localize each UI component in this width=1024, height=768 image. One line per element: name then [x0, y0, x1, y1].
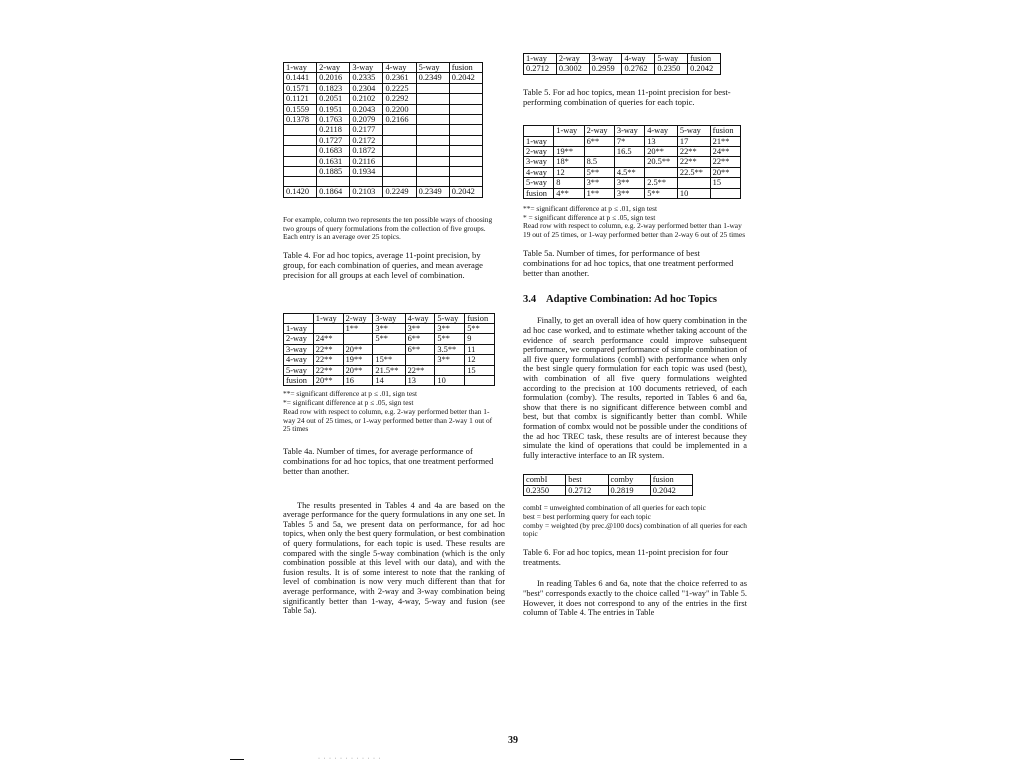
- table-cell: fusion: [284, 376, 314, 386]
- section-heading: [523, 294, 747, 306]
- table-4a-caption: Table 4a. Number of times, for average performance of combinations for ad hoc topics, that one treatment performed better than another.: [283, 445, 494, 477]
- table-cell: 21**: [710, 136, 740, 146]
- table-cell: [449, 177, 482, 187]
- table-cell: [350, 177, 383, 187]
- column-header: 4-way: [622, 54, 655, 64]
- table-cell: 15: [465, 365, 495, 375]
- table-row: [284, 187, 483, 197]
- table-row: [524, 147, 741, 157]
- table-cell: 0.1683: [317, 146, 350, 156]
- table-cell: 15: [710, 178, 740, 188]
- table-cell: 5-way: [284, 365, 314, 375]
- table-cell: [416, 83, 449, 93]
- table-5-caption: Table 5. For ad hoc topics, mean 11-point precision for best-performing combination of queries for each topic.: [523, 86, 731, 108]
- table-cell: 0.1378: [284, 115, 317, 125]
- table-row: [524, 157, 741, 167]
- table-cell: 22**: [313, 344, 343, 354]
- table-4-note: For example, column two represents the ten possible ways of choosing two groups of query formulations from the collection of five groups. Each entry is an average over 25 topics.: [283, 214, 493, 242]
- table-row: [524, 136, 741, 146]
- table-cell: 24**: [313, 334, 343, 344]
- table-cell: [554, 136, 584, 146]
- table-cell: 1-way: [284, 324, 314, 334]
- table-cell: 4.5**: [614, 167, 644, 177]
- table-cell: 0.2712: [524, 64, 557, 74]
- table-cell: 2.5**: [645, 178, 678, 188]
- column-header: 1-way: [313, 313, 343, 323]
- table-row: [284, 324, 495, 334]
- table-cell: 5**: [465, 324, 495, 334]
- table-6-caption: Table 6. For ad hoc topics, mean 11-point precision for four treatments.: [523, 547, 729, 568]
- table-cell: 22**: [313, 365, 343, 375]
- table-header-row: [524, 54, 721, 64]
- table-cell: 1**: [343, 324, 373, 334]
- table-cell: [416, 167, 449, 177]
- table-cell: 0.1885: [317, 167, 350, 177]
- column-header: combI: [524, 475, 566, 485]
- table-cell: 0.2349: [416, 187, 449, 197]
- table-cell: 0.2016: [317, 73, 350, 83]
- table-cell: 0.2043: [350, 104, 383, 114]
- table-cell: 0.2042: [449, 187, 482, 197]
- table-cell: [435, 365, 465, 375]
- table-5: [523, 53, 721, 75]
- table-cell: 6**: [405, 344, 435, 354]
- table-cell: [416, 177, 449, 187]
- table-cell: 0.2712: [566, 485, 608, 495]
- table-cell: 0.2102: [350, 94, 383, 104]
- table-cell: [284, 167, 317, 177]
- column-header: 5-way: [435, 313, 465, 323]
- table-cell: 1**: [584, 188, 614, 198]
- table-cell: 15**: [373, 355, 405, 365]
- table-cell: 19**: [343, 355, 373, 365]
- table-cell: 20**: [313, 376, 343, 386]
- column-header: comby: [608, 475, 650, 485]
- table-row: [284, 376, 495, 386]
- table-6-note-2: best = best performing query for each topic: [523, 511, 651, 521]
- table-cell: [449, 156, 482, 166]
- column-header: 2-way: [343, 313, 373, 323]
- table-cell: 0.2103: [350, 187, 383, 197]
- table-row: [284, 125, 483, 135]
- table-4: [283, 62, 483, 198]
- table-cell: 3**: [584, 178, 614, 188]
- table-row: [524, 485, 693, 495]
- table-cell: 0.2959: [589, 64, 622, 74]
- table-cell: [584, 147, 614, 157]
- table-cell: 2-way: [284, 334, 314, 344]
- table-cell: [614, 157, 644, 167]
- table-6-note-3: comby = weighted (by prec.@100 docs) combination of all queries for each topic: [523, 520, 747, 539]
- table-cell: 16: [343, 376, 373, 386]
- table-cell: 4-way: [284, 355, 314, 365]
- table-cell: 0.2172: [350, 135, 383, 145]
- table-6-note-1: combI = unweighted combination of all queries for each topic: [523, 503, 706, 513]
- table-cell: [383, 156, 416, 166]
- table-cell: 5**: [645, 188, 678, 198]
- table-5a-note-1: **= significant difference at p ≤ .01, sign test: [523, 204, 658, 214]
- table-cell: [317, 177, 350, 187]
- section-paragraph: Finally, to get an overall idea of how query combination in the ad hoc case worked, and to estimate whether taking account of the evidence of search performance could improve subsequent performance, we compared performance of simple combination of all five query formulations (combI) with performance when only the best single query formulation for each topic was used (best), with combination of all five query formulations weighted according to the precision at 100 documents retrieved, of each formulation (comby). The results, reported in Tables 6 and 6a, show that there is no significant difference between combI and best, but that combx is significantly better than combI. While formation of combx would not be possible under the conditions of the ad hoc TREC task, these results are of interest because they simulate the kind of operations that could be implemented in a fully interactive interface to an IR system.: [523, 316, 747, 460]
- table-cell: [449, 115, 482, 125]
- table-row: [284, 334, 495, 344]
- table-row: [284, 177, 483, 187]
- table-cell: 0.1823: [317, 83, 350, 93]
- table-row: [524, 167, 741, 177]
- table-cell: [449, 135, 482, 145]
- column-header: 1-way: [284, 63, 317, 73]
- table-cell: fusion: [524, 188, 554, 198]
- column-header: fusion: [688, 54, 721, 64]
- column-header: 5-way: [655, 54, 688, 64]
- column-header: 3-way: [373, 313, 405, 323]
- table-cell: 0.2335: [350, 73, 383, 83]
- table-cell: [449, 94, 482, 104]
- table-cell: 3**: [614, 188, 644, 198]
- table-header-row: [524, 475, 693, 485]
- table-cell: 5**: [373, 334, 405, 344]
- column-header: fusion: [650, 475, 692, 485]
- table-cell: 13: [405, 376, 435, 386]
- table-cell: [383, 135, 416, 145]
- table-6: [523, 474, 693, 496]
- table-4a-note-2: *= significant difference at p ≤ .05, sign test: [283, 398, 414, 408]
- table-cell: 20.5**: [645, 157, 678, 167]
- table-cell: 20**: [343, 365, 373, 375]
- column-header: 2-way: [317, 63, 350, 73]
- section-title: Adaptive Combination: Ad hoc Topics: [546, 294, 718, 306]
- left-column: [283, 62, 513, 616]
- table-row: [284, 115, 483, 125]
- table-row: [284, 156, 483, 166]
- table-cell: [710, 188, 740, 198]
- table-cell: 13: [645, 136, 678, 146]
- table-5a-note-3: Read row with respect to column, e.g. 2-way performed better than 1-way 19 out of 25 times, or 1-way performed better than 2-way 6 out of 25 times: [523, 221, 746, 240]
- table-cell: 0.1559: [284, 104, 317, 114]
- table-cell: 0.2200: [383, 104, 416, 114]
- table-cell: 0.1951: [317, 104, 350, 114]
- table-cell: 21.5**: [373, 365, 405, 375]
- table-cell: 22**: [405, 365, 435, 375]
- column-header: [284, 313, 314, 323]
- table-cell: [645, 167, 678, 177]
- table-cell: 20**: [343, 344, 373, 354]
- table-cell: 3-way: [284, 344, 314, 354]
- table-cell: 0.3002: [556, 64, 589, 74]
- table-cell: 0.2042: [688, 64, 721, 74]
- table-cell: 0.2051: [317, 94, 350, 104]
- table-row: [524, 64, 721, 74]
- table-cell: [449, 83, 482, 93]
- table-cell: 0.1934: [350, 167, 383, 177]
- table-row: [284, 94, 483, 104]
- right-column: [523, 53, 749, 618]
- table-cell: [416, 115, 449, 125]
- table-5a-notes: [523, 205, 747, 240]
- table-4a-note-3: Read row with respect to column, e.g. 2-way performed better than 1-way 24 out of 25 times, or 1-way performed better than 2-way 1 out of 25 times: [283, 406, 493, 434]
- table-cell: [284, 125, 317, 135]
- table-cell: 4**: [554, 188, 584, 198]
- table-cell: 7*: [614, 136, 644, 146]
- table-cell: [416, 94, 449, 104]
- table-cell: 3**: [405, 324, 435, 334]
- table-cell: 3**: [435, 324, 465, 334]
- table-cell: 3**: [614, 178, 644, 188]
- table-row: [284, 167, 483, 177]
- column-header: fusion: [710, 126, 740, 136]
- table-cell: [677, 178, 710, 188]
- table-cell: [465, 376, 495, 386]
- table-cell: 8: [554, 178, 584, 188]
- table-cell: 0.1864: [317, 187, 350, 197]
- table-4a: [283, 313, 495, 387]
- table-cell: 10: [677, 188, 710, 198]
- table-cell: 0.2819: [608, 485, 650, 495]
- table-cell: 0.2249: [383, 187, 416, 197]
- table-cell: 22**: [677, 147, 710, 157]
- table-cell: [416, 156, 449, 166]
- table-row: [284, 104, 483, 114]
- footer-rule: [230, 759, 244, 760]
- table-cell: 14: [373, 376, 405, 386]
- table-cell: 0.1571: [284, 83, 317, 93]
- table-row: [284, 146, 483, 156]
- table-row: [284, 365, 495, 375]
- table-row: [284, 73, 483, 83]
- table-cell: 0.1121: [284, 94, 317, 104]
- table-cell: 0.1631: [317, 156, 350, 166]
- table-cell: 20**: [710, 167, 740, 177]
- column-header: 4-way: [645, 126, 678, 136]
- table-cell: 0.2292: [383, 94, 416, 104]
- column-header: fusion: [449, 63, 482, 73]
- table-cell: 20**: [645, 147, 678, 157]
- table-cell: [416, 135, 449, 145]
- table-row: [284, 83, 483, 93]
- table-cell: 0.2166: [383, 115, 416, 125]
- column-header: 1-way: [554, 126, 584, 136]
- table-row: [524, 178, 741, 188]
- table-cell: 3.5**: [435, 344, 465, 354]
- table-row: [524, 188, 741, 198]
- table-cell: 4-way: [524, 167, 554, 177]
- table-cell: 0.2349: [416, 73, 449, 83]
- table-cell: 0.2079: [350, 115, 383, 125]
- table-cell: 22**: [677, 157, 710, 167]
- table-cell: 0.2361: [383, 73, 416, 83]
- table-cell: [284, 177, 317, 187]
- section-number: 3.4: [523, 294, 537, 306]
- table-cell: 3-way: [524, 157, 554, 167]
- table-cell: 11: [465, 344, 495, 354]
- column-header: 5-way: [677, 126, 710, 136]
- table-cell: 0.2042: [650, 485, 692, 495]
- table-cell: 0.1763: [317, 115, 350, 125]
- table-cell: 17: [677, 136, 710, 146]
- column-header: 5-way: [416, 63, 449, 73]
- column-header: fusion: [465, 313, 495, 323]
- table-cell: 24**: [710, 147, 740, 157]
- table-cell: 2-way: [524, 147, 554, 157]
- table-cell: [284, 156, 317, 166]
- table-cell: [416, 104, 449, 114]
- footer-dots: · · · · · · · · · · · ·: [318, 756, 382, 762]
- table-cell: [284, 146, 317, 156]
- table-5a-note-2: * = significant difference at p ≤ .05, sign test: [523, 212, 656, 222]
- table-cell: 0.2116: [350, 156, 383, 166]
- table-header-row: [284, 63, 483, 73]
- table-cell: [284, 135, 317, 145]
- column-header: best: [566, 475, 608, 485]
- table-row: [284, 355, 495, 365]
- table-cell: 0.1727: [317, 135, 350, 145]
- column-header: 2-way: [584, 126, 614, 136]
- column-header: 3-way: [589, 54, 622, 64]
- table-cell: 22**: [710, 157, 740, 167]
- table-cell: 22.5**: [677, 167, 710, 177]
- table-cell: 0.2350: [655, 64, 688, 74]
- page-number: 39: [508, 735, 518, 746]
- table-cell: 8.5: [584, 157, 614, 167]
- table-cell: [416, 146, 449, 156]
- table-cell: 1-way: [524, 136, 554, 146]
- table-cell: 0.2118: [317, 125, 350, 135]
- left-body-paragraph: The results presented in Tables 4 and 4a are based on the average performance for the query formulations in any one set. In Tables 5 and 5a, we present data on performance, for ad hoc topics, when only the best query formulation, or best combination of query formulations, for each topic is used. These results are compared with the single 5-way combination (which is the only combination possible at this level with our data), and with the fusion results. It is of some interest to note that the ranking of level of combination is now very much different than that for average performance, with 2-way and 3-way combination being significantly better than 1-way, 4-way, 5-way and fusion (see Table 5a).: [283, 500, 505, 616]
- column-header: 2-way: [556, 54, 589, 64]
- table-cell: [416, 125, 449, 135]
- table-cell: 0.1441: [284, 73, 317, 83]
- table-cell: [383, 146, 416, 156]
- table-cell: 22**: [313, 355, 343, 365]
- table-cell: [383, 167, 416, 177]
- table-cell: 0.1420: [284, 187, 317, 197]
- table-cell: 16.5: [614, 147, 644, 157]
- column-header: 4-way: [383, 63, 416, 73]
- table-cell: [405, 355, 435, 365]
- table-cell: [449, 125, 482, 135]
- table-cell: [373, 344, 405, 354]
- table-cell: [383, 125, 416, 135]
- table-4a-note-1: **= significant difference at p ≤ .01, sign test: [283, 389, 418, 399]
- table-cell: 9: [465, 334, 495, 344]
- table-header-row: [284, 313, 495, 323]
- table-cell: 5**: [584, 167, 614, 177]
- table-cell: 3**: [373, 324, 405, 334]
- column-header: 3-way: [350, 63, 383, 73]
- right-closing-paragraph: In reading Tables 6 and 6a, note that the choice referred to as "best" corresponds exactly to the choice called "1-way" in Table 5. However, it does not correspond to any of the entries in the first column of Table 4. The entries in Table: [523, 579, 747, 618]
- table-5a-caption: Table 5a. Number of times, for performance of best combinations for ad hoc topics, that one treatment performed better than another.: [523, 247, 734, 279]
- table-cell: 0.2350: [524, 485, 566, 495]
- table-cell: 5**: [435, 334, 465, 344]
- column-header: [524, 126, 554, 136]
- table-cell: 0.2042: [449, 73, 482, 83]
- column-header: 4-way: [405, 313, 435, 323]
- table-cell: 0.1872: [350, 146, 383, 156]
- table-header-row: [524, 126, 741, 136]
- table-cell: 19**: [554, 147, 584, 157]
- table-cell: [449, 146, 482, 156]
- table-5a: [523, 125, 741, 199]
- table-cell: [449, 167, 482, 177]
- table-cell: [449, 104, 482, 114]
- table-cell: 3**: [435, 355, 465, 365]
- table-cell: 12: [554, 167, 584, 177]
- table-cell: 0.2225: [383, 83, 416, 93]
- table-cell: 12: [465, 355, 495, 365]
- table-cell: 6**: [584, 136, 614, 146]
- table-cell: [383, 177, 416, 187]
- table-6-notes: [523, 504, 747, 539]
- table-cell: [343, 334, 373, 344]
- table-row: [284, 344, 495, 354]
- table-cell: 5-way: [524, 178, 554, 188]
- table-cell: [313, 324, 343, 334]
- table-cell: 6**: [405, 334, 435, 344]
- table-cell: 18*: [554, 157, 584, 167]
- column-header: 3-way: [614, 126, 644, 136]
- table-cell: 0.2762: [622, 64, 655, 74]
- table-cell: 0.2304: [350, 83, 383, 93]
- table-4a-notes: [283, 390, 495, 434]
- table-row: [284, 135, 483, 145]
- table-cell: 10: [435, 376, 465, 386]
- column-header: 1-way: [524, 54, 557, 64]
- table-4-caption: Table 4. For ad hoc topics, average 11-point precision, by group, for each combination of queries, and mean average precision for all groups at each level of combination.: [283, 249, 483, 281]
- table-cell: 0.2177: [350, 125, 383, 135]
